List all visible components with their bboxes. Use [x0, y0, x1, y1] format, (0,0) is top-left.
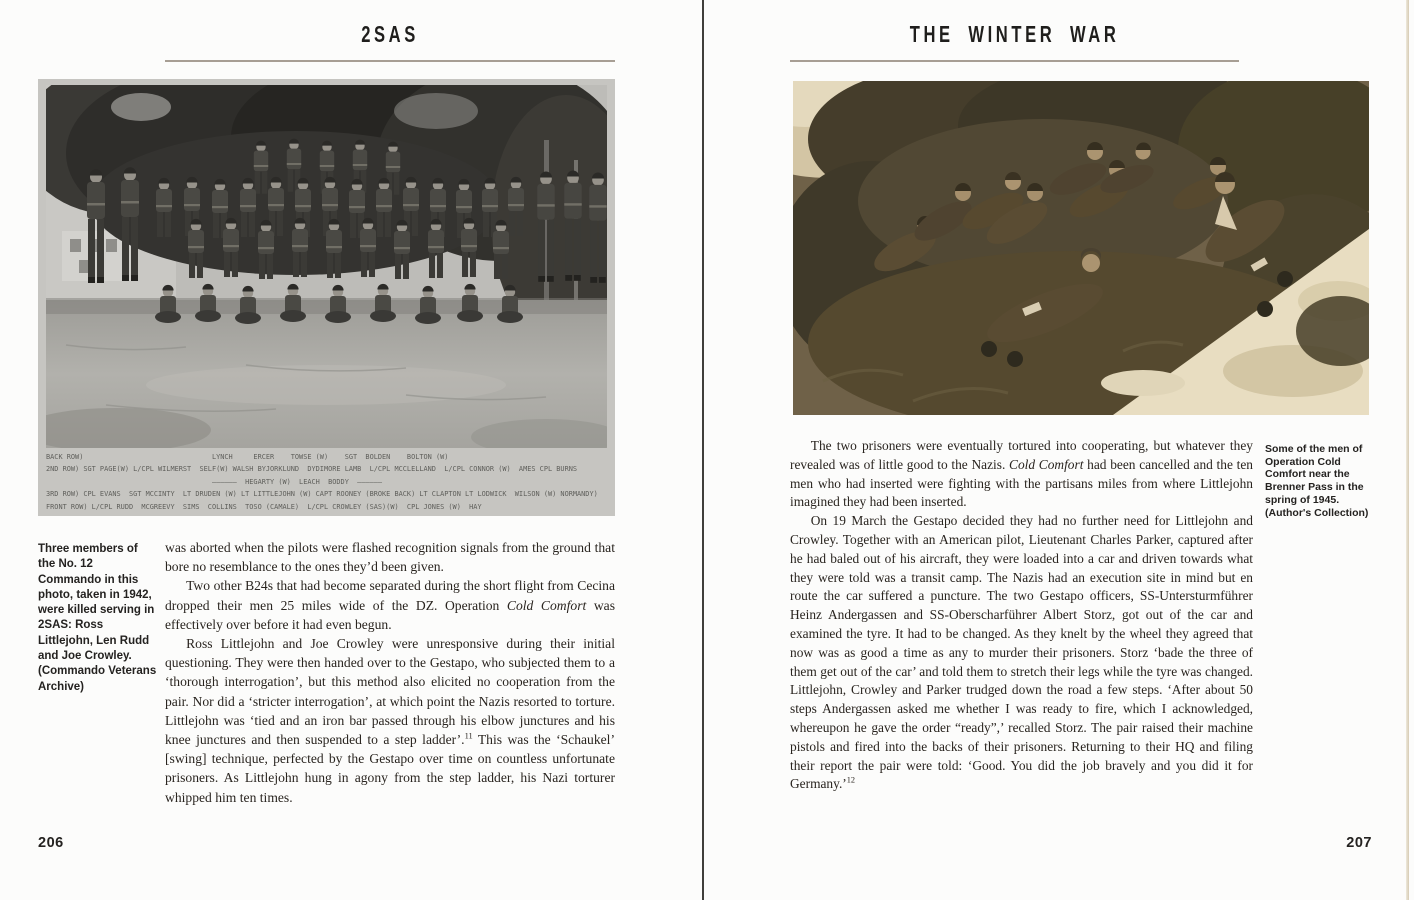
left-page-header	[165, 21, 615, 48]
chapter-title: THE WINTER WAR	[909, 21, 1120, 47]
page-edge	[1406, 0, 1409, 900]
photo-annotation	[46, 451, 607, 513]
page-gutter	[702, 0, 704, 900]
photo-caption-left: Three members of the No. 12 Commando in this photo, taken in 1942, were killed serving in 2SAS: Ross Littlejohn, Len Rudd and Joe Crowley. (Commando Veterans Archive)	[38, 543, 157, 693]
handwritten-caption-line: 2ND ROW) SGT PAGE(W) L/CPL WILMERST SELF(W) WALSH BYJORKLUND DYDIMORE LAMB L/CPL MCCLELLAND L/CPL CONNOR (W) AMES CPL BURNS	[46, 465, 578, 474]
page-number-right: 207	[1346, 835, 1372, 851]
right-page-header	[790, 21, 1239, 48]
handwritten-caption-line: FRONT ROW) L/CPL RUDD MCGREEVY SIMS COLLINS TOSO (CAMALE) L/CPL CROWLEY (SAS)(W) CPL JONES (W) HAY	[46, 502, 482, 511]
body-text-right	[790, 437, 1253, 794]
commando-group-photo-illustration	[46, 85, 607, 448]
header-rule	[165, 60, 615, 62]
photo-caption-right: Some of the men of Operation Cold Comfort near the Brenner Pass in the spring of 1945. (Author's Collection)	[1265, 443, 1369, 519]
handwritten-caption-line: 3RD ROW) CPL EVANS SGT MCCINTY LT DRUDEN (W) LT LITTLEJOHN (W) CAPT ROONEY (BROKE BACK) LT CLAPTON LT LODWICK WILSON (W) NORMANDY)	[46, 490, 598, 499]
handwritten-caption-line: BACK ROW) LYNCH ERCER TOWSE (W) SGT BOLDEN BOLTON (W)	[46, 453, 449, 461]
page-number-left: 206	[38, 835, 64, 851]
paragraph: The two prisoners were eventually tortured into cooperating, but whatever they revealed was of little good to the Nazis. Cold Comfort had been cancelled and the ten men who had inserted were fighting with the partisans miles from where Littlejohn imagined they had been inserted.	[790, 438, 1253, 510]
paragraph: Two other B24s that had become separated during the short flight from Cecina dropped their men 25 miles wide of the DZ. Operation Cold Comfort was effectively over before it had even begun.	[165, 578, 615, 632]
paragraph: was aborted when the pilots were flashed recognition signals from the ground that bore no resemblance to the ones they’d been given.	[165, 540, 615, 575]
paragraph: On 19 March the Gestapo decided they had no further need for Littlejohn and Crowley. Together with an American pilot, Lieutenant Charles Parker, captured after he had baled out of his aircraft, they were loaded into a car and driven towards what they were told was a transit camp. The Nazis had an execution site in mind but en route the car suffered a puncture. The two Gestapo officers, SS-Untersturmführer Heinz Andergassen and SS-Oberscharführer Albert Storz, got out of the car and examined the tyre. It had to be changed. As they knelt by the wheel they agreed that now was as good a time as any to murder their prisoners. Storz ‘bade the three of them get out of the car’ and told them to stretch their legs while the tyre was changed. Littlejohn, Crowley and Parker trudged down the road a few steps. ‘After about 50 steps Andergassen asked me whether I was ready to fire, which I acknowledged, whereupon he gave the order “ready”,’ recalled Storz. The pair raised their machine pistols and fired into the backs of their prisoners. Returning to their HQ and filing their report the pair were told: ‘Good. You did the job bravely and you did it for Germany.’$^{12}$	[790, 513, 1253, 792]
handwritten-caption-line: —————— HEGARTY (W) LEACH BODDY ——————	[46, 477, 383, 486]
body-text-left	[165, 538, 615, 807]
chapter-title: 2SAS	[361, 21, 419, 47]
commando-group-photo	[38, 79, 615, 516]
header-rule	[790, 60, 1239, 62]
winter-war-photo-illustration	[793, 81, 1369, 415]
winter-war-photo	[793, 81, 1369, 415]
paragraph: Ross Littlejohn and Joe Crowley were unresponsive during their initial questioning. They were then handed over to the Gestapo, who subjected them to a ‘thorough interrogation’, but this method also elicited no cooperation from the pair. Nor did a ‘stricter interrogation’, at which point the Nazis resorted to torture. Littlejohn was ‘tied and an iron bar passed through his elbow junctures and his knee junctures and then suspended to a step ladder’.$^{11}$ This was the ‘Schaukel’ [swing] technique, perfected by the Gestapo over time on countless unfortunate prisoners. As Littlejohn hung in agony from the step ladder, his Nazi torturer whipped him ten times.	[165, 636, 615, 805]
